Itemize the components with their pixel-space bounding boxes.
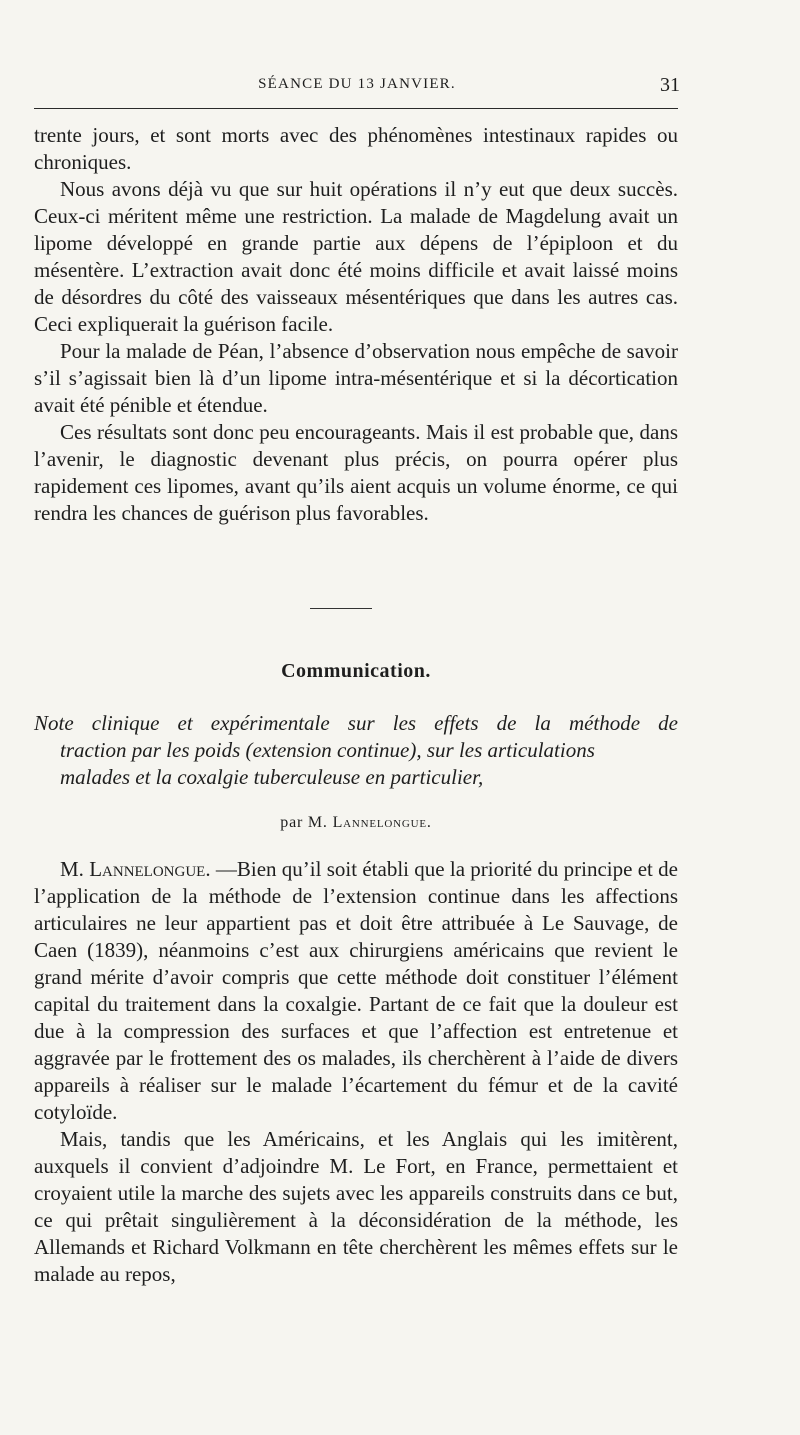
paragraph: Nous avons déjà vu que sur huit opérations il n’y eut que deux succès. Ceux-ci méritent même une restriction. La malade de Magdelung avait un lipome développé en grande partie aux dépens de l’épiploon et du mésentère. L’extraction avait donc été moins difficile et avait laissé moins de désordres du côté des vaisseaux mésentériques que dans les autres cas. Ceci expliquerait la guérison facile. [34,177,678,336]
article-title [34,710,678,791]
paragraph: trente jours, et sont morts avec des phénomènes intestinaux rapides ou chroniques. [34,123,678,174]
byline-prefix: par M. [280,814,328,831]
running-title: SÉANCE DU 13 JANVIER. [258,76,456,92]
paragraph [34,856,678,1126]
paragraph: Mais, tandis que les Américains, et les Anglais qui les imitèrent, auxquels il convient d’adjoindre M. Le Fort, en France, permettaient et croyaient utile la marche des sujets avec les appareils construits dans ce but, ce qui prêtait singulièrement à la déconsidération de la méthode, les Allemands et Richard Volkmann en tête cherchèrent les mêmes effets sur le malade au repos, [34,1127,678,1286]
header-rule [34,108,678,109]
byline-author: Lannelongue. [332,814,432,831]
text-block-top [34,122,678,527]
paragraph-text: —Bien qu’il soit établi que la priorité du principe et de l’application de la méthode de l’extension continue dans les affections articulaires ne leur appartient pas et doit être attribuée à Le Sauvage, de Caen (1839), néanmoins c’est aux chirurgiens américains que revient le grand mérite d’avoir compris que cette méthode doit constituer l’élément capital du traitement dans la coxalgie. Partant de ce fait que la douleur est due à la compression des surfaces et que l’affection est entretenue et aggravée par le frottement des os malades, ils cherchèrent à l’aide de divers appareils à réaliser sur le malade l’écartement du fémur et de la cavité cotyloïde. [34,857,678,1124]
paragraph: Pour la malade de Péan, l’absence d’observation nous empêche de savoir s’il s’agissait bien là d’un lipome intra-mésentérique et si la décortication avait été pénible et étendue. [34,339,678,417]
speaker-name: M. Lannelongue. [60,857,211,881]
article-title-line: malades et la coxalgie tuberculeuse en particulier, [60,765,484,789]
page-number: 31 [660,74,680,96]
paragraph: Ces résultats sont donc peu encourageants. Mais il est probable que, dans l’avenir, le diagnostic devenant plus précis, on pourra opérer plus rapidement ces lipomes, avant qu’ils aient acquis un volume énorme, ce qui rendra les chances de guérison plus favorables. [34,420,678,525]
article-title-line: Note clinique et expérimentale sur les effets de la méthode de [34,711,678,735]
section-separator [310,608,372,609]
byline [34,814,678,832]
page-header [34,76,680,102]
text-block-body [34,856,678,1288]
article-title-line: traction par les poids (extension continue), sur les articulations [60,738,595,762]
section-heading: Communication. [281,660,431,682]
